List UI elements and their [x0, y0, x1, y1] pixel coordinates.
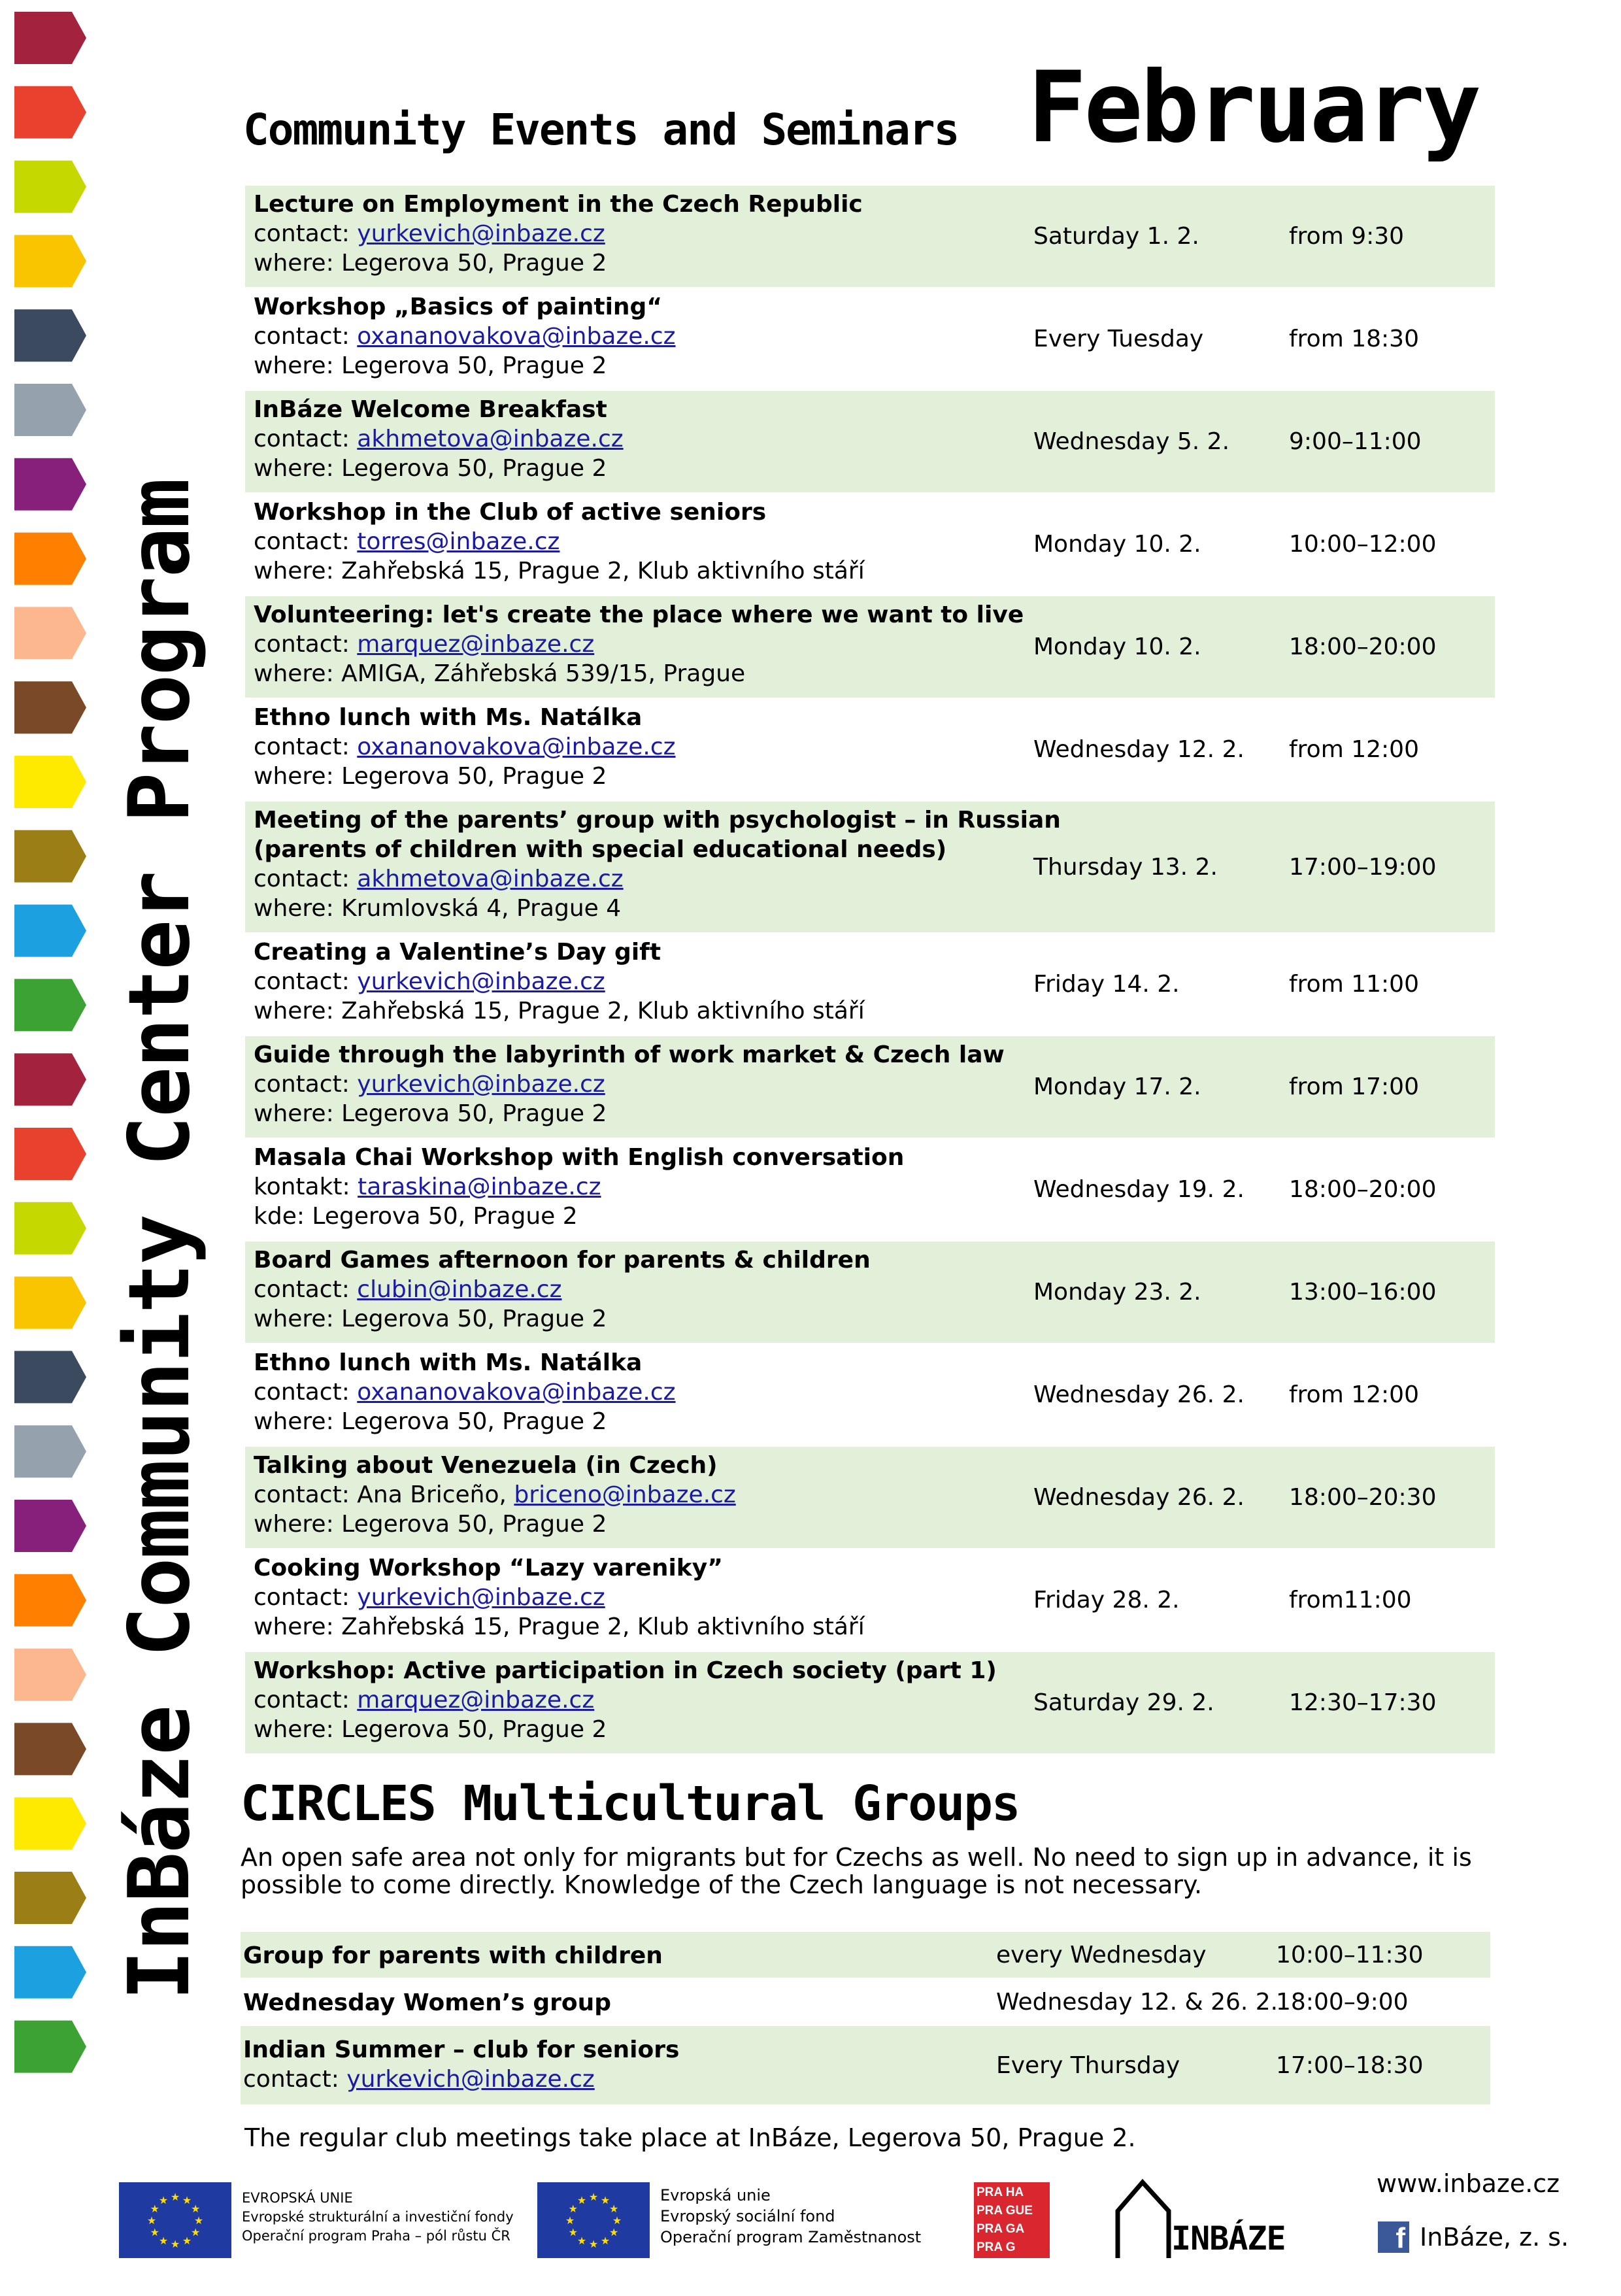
eu-star: ★: [588, 2191, 599, 2203]
contact-email-link[interactable]: torres@inbaze.cz: [357, 528, 560, 555]
event-date: Wednesday 26. 2.: [1033, 1381, 1245, 1408]
color-tag: [14, 235, 86, 287]
group-row: [241, 1978, 1490, 2025]
eu2-line: Evropský sociální fond: [660, 2207, 835, 2225]
contact-label: contact:: [254, 631, 358, 658]
group-date: every Wednesday: [996, 1941, 1207, 1968]
group-info: [243, 1941, 663, 1970]
group-time: 18:00–9:00: [1276, 1988, 1409, 2016]
event-time: 18:00–20:00: [1289, 1176, 1437, 1203]
event-title: Lecture on Employment in the Czech Republic: [254, 191, 863, 218]
event-row: [245, 595, 1495, 698]
eu-star: ★: [146, 2214, 157, 2227]
eu1-line: Evropské strukturální a investiční fondy: [242, 2209, 514, 2225]
group-contact: [243, 2065, 679, 2094]
event-title: Ethno lunch with Ms. Natálka: [254, 1349, 643, 1376]
event-date: Monday 17. 2.: [1033, 1073, 1201, 1100]
event-title: Talking about Venezuela (in Czech): [254, 1452, 718, 1479]
contact-email-link[interactable]: oxananovakova@inbaze.cz: [357, 323, 676, 350]
event-date: Wednesday 12. 2.: [1033, 736, 1245, 763]
event-title: InBáze Welcome Breakfast: [254, 396, 607, 423]
eu-text-1: [242, 2189, 514, 2246]
eu-star: ★: [609, 2226, 619, 2238]
contact-label: contact:: [254, 1584, 358, 1611]
facebook-text[interactable]: InBáze, z. s.: [1420, 2223, 1569, 2252]
color-tag: [14, 1649, 86, 1701]
color-tag: [14, 1128, 86, 1180]
contact-label: contact:: [254, 968, 358, 995]
website-link[interactable]: www.inbaze.cz: [1377, 2169, 1560, 2198]
event-row: [245, 287, 1495, 390]
event-location: kde: Legerova 50, Prague 2: [254, 1203, 578, 1230]
contact-label: contact:: [254, 528, 358, 555]
color-tag: [14, 1277, 86, 1329]
contact-email-link[interactable]: briceno@inbaze.cz: [514, 1481, 736, 1508]
event-row: [245, 1343, 1495, 1445]
event-time: from11:00: [1289, 1587, 1412, 1613]
color-tag: [14, 979, 86, 1031]
event-date: Friday 28. 2.: [1033, 1587, 1180, 1613]
event-row: [245, 1548, 1495, 1651]
contact-label: contact:: [254, 866, 358, 892]
praha-logo: [974, 2182, 1050, 2258]
eu-star: ★: [612, 2214, 622, 2227]
eu-star: ★: [609, 2203, 619, 2215]
contact-name: Ana Briceño,: [357, 1481, 514, 1508]
eu1-line: EVROPSKÁ UNIE: [242, 2190, 353, 2206]
contact-email-link[interactable]: yurkevich@inbaze.cz: [357, 220, 605, 247]
event-title-line2: (parents of children with special educational needs): [254, 836, 947, 863]
praha-line: PRA G: [977, 2240, 1016, 2254]
event-location: where: AMIGA, Záhřebská 539/15, Prague: [254, 660, 746, 687]
contact-label: contact:: [254, 1481, 358, 1508]
group-time: 17:00–18:30: [1276, 2051, 1424, 2079]
eu-star: ★: [577, 2193, 587, 2206]
eu-star: ★: [158, 2235, 169, 2248]
eu-text-2: [660, 2185, 921, 2248]
eu-star: ★: [600, 2193, 610, 2206]
contact-label: contact:: [254, 426, 358, 452]
event-time: 18:00–20:30: [1289, 1484, 1437, 1511]
contact-email-link[interactable]: yurkevich@inbaze.cz: [357, 968, 605, 995]
event-date: Thursday 13. 2.: [1033, 853, 1218, 881]
inbaze-logo-text: INBÁZE: [1171, 2220, 1286, 2257]
eu-star: ★: [191, 2203, 201, 2215]
color-tag: [14, 1723, 86, 1775]
event-location: where: Legerova 50, Prague 2: [254, 1100, 607, 1127]
group-row: [241, 2025, 1490, 2104]
contact-label: contact:: [254, 734, 358, 760]
event-time: from 18:30: [1289, 326, 1419, 352]
eu-star: ★: [565, 2214, 575, 2227]
event-title: Creating a Valentine’s Day gift: [254, 939, 661, 966]
event-date: Friday 14. 2.: [1033, 971, 1180, 998]
contact-email-link[interactable]: marquez@inbaze.cz: [357, 1687, 595, 1714]
color-tag: [14, 1202, 86, 1255]
praha-line: PRA GUE: [977, 2204, 1033, 2218]
event-title: Masala Chai Workshop with English conversation: [254, 1144, 905, 1171]
eu-star: ★: [600, 2235, 610, 2248]
eu-stars-icon: [119, 2182, 231, 2258]
event-title: Board Games afternoon for parents & children: [254, 1247, 871, 1274]
event-time: 10:00–12:00: [1289, 531, 1437, 558]
color-tag: [14, 1351, 86, 1403]
eu-star: ★: [193, 2214, 204, 2227]
color-tag: [14, 533, 86, 585]
group-title: Wednesday Women’s group: [243, 1989, 612, 2016]
event-location: where: Legerova 50, Prague 2: [254, 352, 607, 379]
group-info: [243, 1988, 611, 2017]
event-time: 12:30–17:30: [1289, 1689, 1437, 1716]
eu-star: ★: [150, 2203, 159, 2215]
side-title: InBáze Community Center Program: [111, 479, 209, 2001]
event-title: Ethno lunch with Ms. Natálka: [254, 704, 643, 731]
contact-email-link[interactable]: marquez@inbaze.cz: [357, 631, 595, 658]
event-time: 13:00–16:00: [1289, 1279, 1437, 1306]
event-title: Workshop in the Club of active seniors: [254, 499, 767, 526]
event-date: Saturday 1. 2.: [1033, 223, 1199, 250]
eu-star: ★: [182, 2235, 192, 2248]
facebook-icon[interactable]: f: [1378, 2221, 1409, 2253]
event-date: Wednesday 5. 2.: [1033, 428, 1230, 455]
group-date: Wednesday 12. & 26. 2.: [996, 1988, 1278, 2016]
contact-email-link[interactable]: oxananovakova@inbaze.cz: [357, 1379, 676, 1406]
eu-star: ★: [191, 2226, 201, 2238]
event-title: Volunteering: let's create the place where we want to live: [254, 601, 1024, 628]
event-row: [245, 932, 1495, 1035]
page-heading: Community Events and Seminars: [243, 105, 959, 155]
event-row: [245, 184, 1495, 287]
color-tag-strip: [14, 0, 93, 2293]
event-title: Guide through the labyrinth of work market & Czech law: [254, 1041, 1005, 1068]
event-location: where: Legerova 50, Prague 2: [254, 250, 607, 277]
eu-star: ★: [577, 2235, 587, 2248]
color-tag: [14, 905, 86, 957]
event-date: Monday 23. 2.: [1033, 1279, 1201, 1306]
contact-label: contact:: [254, 1379, 358, 1406]
eu-star: ★: [170, 2238, 180, 2250]
contact-email-link[interactable]: taraskina@inbaze.cz: [358, 1173, 601, 1200]
color-tag: [14, 681, 86, 734]
event-location: where: Zahřebská 15, Prague 2, Klub aktivního stáří: [254, 1613, 865, 1640]
footnote: The regular club meetings take place at InBáze, Legerova 50, Prague 2.: [244, 2123, 1136, 2152]
event-time: 9:00–11:00: [1289, 428, 1422, 455]
event-location: where: Legerova 50, Prague 2: [254, 1306, 607, 1332]
eu-star: ★: [568, 2203, 578, 2215]
contact-label: contact:: [254, 220, 358, 247]
event-date: Wednesday 19. 2.: [1033, 1176, 1245, 1203]
group-info: [243, 2035, 679, 2094]
event-time: 17:00–19:00: [1289, 853, 1437, 881]
event-row: [245, 1035, 1495, 1138]
contact-label: kontakt:: [254, 1173, 358, 1200]
eu-star: ★: [588, 2238, 599, 2250]
contact-email-link[interactable]: yurkevich@inbaze.cz: [346, 2066, 595, 2093]
eu-flag-1: [119, 2182, 231, 2258]
contact-label: contact:: [254, 1687, 358, 1714]
color-tag: [14, 1425, 86, 1477]
month-title: February: [1028, 51, 1479, 165]
color-tag: [14, 161, 86, 213]
contact-email-link[interactable]: clubin@inbaze.cz: [357, 1276, 562, 1303]
eu-star: ★: [568, 2226, 578, 2238]
event-date: Monday 10. 2.: [1033, 633, 1201, 660]
color-tag: [14, 1500, 86, 1552]
contact-label: contact:: [254, 323, 358, 350]
group-date: Every Thursday: [996, 2051, 1180, 2079]
event-time: from 12:00: [1289, 736, 1419, 763]
event-title: Workshop „Basics of painting“: [254, 294, 662, 320]
contact-email-link[interactable]: akhmetova@inbaze.cz: [357, 866, 624, 892]
contact-label: contact:: [243, 2066, 347, 2093]
event-time: from 17:00: [1289, 1073, 1419, 1100]
eu-star: ★: [158, 2193, 169, 2206]
group-time: 10:00–11:30: [1276, 1941, 1424, 1968]
groups-table: [241, 1931, 1490, 2104]
circles-description: An open safe area not only for migrants but for Czechs as well. No need to sign up in advance, it is possible to come directly. Knowledge of the Czech language is not necessary.: [241, 1843, 1472, 1899]
contact-email-link[interactable]: yurkevich@inbaze.cz: [357, 1584, 605, 1611]
eu-stars-icon: [537, 2182, 650, 2258]
event-row: [245, 1651, 1495, 1753]
color-tag: [14, 1053, 86, 1106]
eu-flag-2: [537, 2182, 650, 2258]
event-title: Meeting of the parents’ group with psychologist – in Russian: [254, 807, 1061, 834]
eu-star: ★: [150, 2226, 159, 2238]
color-tag: [14, 830, 86, 883]
color-tag: [14, 1574, 86, 1627]
event-time: from 11:00: [1289, 971, 1419, 998]
color-tag: [14, 86, 86, 139]
group-title: Group for parents with children: [243, 1942, 663, 1969]
event-location: where: Legerova 50, Prague 2: [254, 763, 607, 790]
event-location: where: Krumlovská 4, Prague 4: [254, 895, 622, 922]
event-row: [245, 698, 1495, 800]
event-location: where: Zahřebská 15, Prague 2, Klub aktivního stáří: [254, 558, 865, 584]
tag-strip-graphic: [14, 0, 99, 2293]
event-date: Saturday 29. 2.: [1033, 1689, 1214, 1716]
contact-email-link[interactable]: akhmetova@inbaze.cz: [357, 426, 624, 452]
eu1-line: Operační program Praha – pól růstu ČR: [242, 2228, 510, 2244]
color-tag: [14, 1797, 86, 1849]
eu-star: ★: [170, 2191, 180, 2203]
event-location: where: Legerova 50, Prague 2: [254, 1408, 607, 1435]
event-row: [245, 1445, 1495, 1548]
event-title: Cooking Workshop “Lazy vareniky”: [254, 1555, 723, 1581]
color-tag: [14, 12, 86, 64]
event-row: [245, 1240, 1495, 1343]
event-location: where: Legerova 50, Prague 2: [254, 1716, 607, 1743]
event-date: Every Tuesday: [1033, 326, 1204, 352]
events-table: [245, 184, 1495, 1753]
group-row: [241, 1931, 1490, 1978]
color-tag: [14, 309, 86, 362]
event-time: 18:00–20:00: [1289, 633, 1437, 660]
event-date: Wednesday 26. 2.: [1033, 1484, 1245, 1511]
event-location: where: Zahřebská 15, Prague 2, Klub aktivního stáří: [254, 998, 865, 1024]
eu-star: ★: [182, 2193, 192, 2206]
contact-label: contact:: [254, 1071, 358, 1098]
event-location: where: Legerova 50, Prague 2: [254, 455, 607, 482]
event-row: [245, 800, 1495, 932]
color-tag: [14, 1872, 86, 1924]
event-time: from 12:00: [1289, 1381, 1419, 1408]
color-tag: [14, 607, 86, 659]
event-date: Monday 10. 2.: [1033, 531, 1201, 558]
praha-line: PRA GA: [977, 2222, 1025, 2236]
eu2-line: Operační program Zaměstnanost: [660, 2228, 922, 2246]
house-icon: [1114, 2177, 1173, 2262]
eu2-line: Evropská unie: [660, 2186, 771, 2204]
contact-label: contact:: [254, 1276, 358, 1303]
color-tag: [14, 1946, 86, 1999]
color-tag: [14, 384, 86, 436]
praha-line: PRA HA: [977, 2186, 1024, 2199]
event-row: [245, 492, 1495, 595]
color-tag: [14, 756, 86, 808]
event-time: from 9:30: [1289, 223, 1405, 250]
event-row: [245, 1138, 1495, 1240]
color-tag: [14, 458, 86, 511]
contact-email-link[interactable]: yurkevich@inbaze.cz: [357, 1071, 605, 1098]
event-location: where: Legerova 50, Prague 2: [254, 1511, 607, 1538]
contact-email-link[interactable]: oxananovakova@inbaze.cz: [357, 734, 676, 760]
event-title: Workshop: Active participation in Czech society (part 1): [254, 1657, 997, 1684]
group-title: Indian Summer – club for seniors: [243, 2036, 680, 2063]
circles-heading: CIRCLES Multicultural Groups: [241, 1776, 1020, 1832]
event-row: [245, 390, 1495, 492]
color-tag: [14, 2021, 86, 2073]
